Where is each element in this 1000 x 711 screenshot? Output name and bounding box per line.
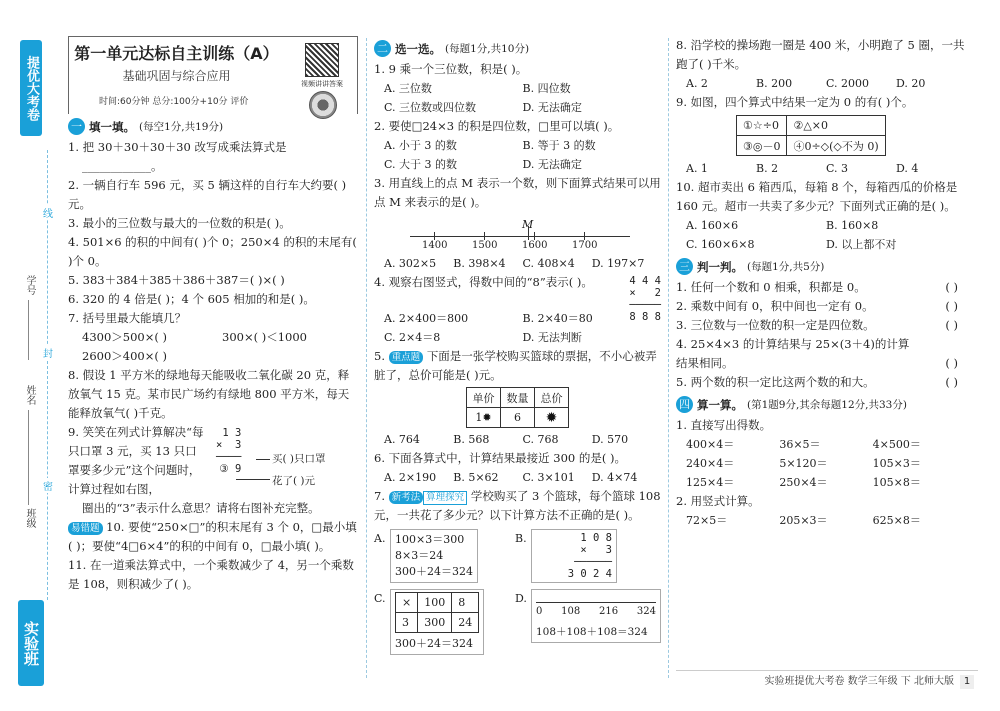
question: 6. 320 的 4 倍是( )；4 个 605 相加的和是( )。 xyxy=(68,292,315,306)
tick-label: 1700 xyxy=(572,240,598,251)
table-cell: ④0÷◇(◇不为 0) xyxy=(787,136,885,156)
question: 1. 直接写出得数。 xyxy=(676,418,772,432)
option[interactable]: C. 408×4 xyxy=(522,257,575,270)
option[interactable]: C. 大于 3 的数 xyxy=(384,158,458,171)
section-title: 算一算。 xyxy=(697,397,743,412)
column-1 xyxy=(68,36,358,594)
question: 4. 501×6 的积的中间有( )个 0；250×4 的积的末尾有( )个 0。 xyxy=(68,235,357,268)
question: 7. 括号里最大能填几？ xyxy=(68,311,187,325)
question: 10. 超市卖出 6 箱西瓜，每箱 8 个，每箱西瓜的价格是 160 元。超市一共卖了多少元？下面列式正确的是( )。 xyxy=(676,180,958,213)
option[interactable]: A. 三位数 xyxy=(384,82,432,95)
options xyxy=(374,254,661,273)
question: 3. 用直线上的点 M 表示一个数，则下面算式结果可以用点 M 来表示的是( )。 xyxy=(374,176,661,209)
calc-item: 625×8＝ xyxy=(872,514,921,527)
question: 2. 一辆自行车 596 元，买 5 辆这样的自行车大约要( )元。 xyxy=(68,178,347,211)
options xyxy=(676,216,966,254)
section-note: (每空1分,共19分) xyxy=(139,121,224,133)
method-options xyxy=(374,529,661,655)
options xyxy=(374,136,661,174)
calc-item: 205×3＝ xyxy=(779,514,828,527)
option[interactable]: D. 197×7 xyxy=(591,257,645,270)
q4-vertical-calc: 4 4 4 × 2 ───── 8 8 8 xyxy=(629,275,661,323)
calc-item: 36×5＝ xyxy=(779,438,821,451)
judge-item: 4. 25×4×3 的计算结果与 25×(3＋4)的计算结果相同。 ( ) xyxy=(676,335,966,373)
calc-item: 4×500＝ xyxy=(872,438,921,451)
option[interactable]: D. 20 xyxy=(896,77,926,90)
column-divider-1 xyxy=(366,38,367,678)
symbol-table xyxy=(736,115,886,156)
option[interactable]: D. 4×74 xyxy=(591,471,638,484)
question-text: 10. 要使“250×□”的积末尾有 3 个 0，□最小填( )；要使“4□6×4”的积的中间有 0，□最小填( )。 xyxy=(68,520,357,553)
section-note: (每题1分,共5分) xyxy=(747,261,825,273)
question: 9. 笑笑在列式计算解决“每只口罩 3 元，买 13 只口罩要多少元”这个问题时，计算过程如右图， xyxy=(68,425,204,496)
section-number: 三 xyxy=(676,258,693,275)
question-7: 7. 新考法 算理探究 学校购买了 3 个篮球，每个篮球 108 元，一共花了多少元？以下计算方法不正确的是( )。 xyxy=(374,489,661,522)
q9-buy: 买( )只口罩 xyxy=(272,453,326,465)
section-3-header xyxy=(676,258,966,275)
options xyxy=(374,79,661,117)
option[interactable]: C. 2×4＝8 xyxy=(384,331,441,344)
tag-key-question: 重点题 xyxy=(389,351,424,364)
jump-line: 0 108 216 324 xyxy=(536,602,656,620)
question: 11. 在一道乘法算式中，一个乘数减少了 4，另一个乘数是 108，则积减少了( )。 xyxy=(68,558,354,591)
column-divider-2 xyxy=(668,38,669,678)
arrow-line xyxy=(256,459,270,460)
option[interactable]: A. 764 xyxy=(384,433,420,446)
table-cell: ③◎－0 xyxy=(737,136,787,156)
page-title: 第一单元达标自主训练（A） xyxy=(74,44,279,63)
point-m-label: M xyxy=(522,218,534,231)
vertical-calc-grid xyxy=(676,511,966,530)
option[interactable]: C. 768 xyxy=(522,433,559,446)
method-c[interactable]: C. × 100 8 3 300 24 300＋24＝324 xyxy=(374,589,505,655)
section-1-header xyxy=(68,118,358,135)
smart-grading-icon xyxy=(309,91,337,119)
column-2 xyxy=(374,36,661,655)
field-student-id-line xyxy=(28,300,29,360)
calc-item: 105×8＝ xyxy=(872,476,921,489)
column-3 xyxy=(676,36,966,530)
q7-item: 300×( )＜1000 xyxy=(222,330,307,344)
q7-items xyxy=(68,328,358,347)
method-box: 100×3＝300 8×3＝24 300＋24＝324 xyxy=(390,529,478,583)
binding-sidebar xyxy=(0,0,62,711)
option[interactable]: B. 等于 3 的数 xyxy=(522,139,596,152)
judge-item: 1. 任何一个数和 0 相乘，积都是 0。 ( ) xyxy=(676,278,966,297)
bind-word-seal: 封 xyxy=(41,345,55,360)
option[interactable]: D. 无法确定 xyxy=(522,101,582,114)
section-number: 一 xyxy=(68,118,85,135)
option[interactable]: B. 200 xyxy=(756,77,793,90)
tick xyxy=(484,232,485,240)
oral-calc-grid xyxy=(676,435,966,492)
question: 8. 假设 1 平方米的绿地每天能吸收二氧化碳 20 克，释放氧气 15 克。某市民广场约有绿地 800 平方米，每天能释放氧气( )千克。 xyxy=(68,368,350,420)
table-cell: ①☆÷0 xyxy=(737,116,787,136)
bind-word-line: 线 xyxy=(41,205,55,220)
option[interactable]: C. 三位数或四位数 xyxy=(384,101,477,114)
option[interactable]: B. 2×40＝80 xyxy=(522,312,593,325)
judge-item: 2. 乘数中间有 0，积中间也一定有 0。 ( ) xyxy=(676,297,966,316)
option[interactable]: B. 568 xyxy=(453,433,490,446)
answer-paren[interactable]: ( ) xyxy=(945,375,958,389)
option[interactable]: C. 3×101 xyxy=(522,471,575,484)
q7-item: 2600＞400×( ) xyxy=(82,349,167,363)
option[interactable]: A. 302×5 xyxy=(384,257,437,270)
field-student-id: 学号 xyxy=(24,275,35,295)
exam-meta: 时间:60分钟 总分:100分+10分 评价 xyxy=(99,97,249,107)
method-box: 1 0 8 × 3 ────── 3 0 2 4 xyxy=(531,529,617,583)
option[interactable]: B. 160×8 xyxy=(826,219,879,232)
option[interactable]: A. 2 xyxy=(686,77,708,90)
option[interactable]: A. 2×400＝800 xyxy=(384,312,469,325)
section-title: 填一填。 xyxy=(89,119,135,134)
option[interactable]: A. 160×6 xyxy=(686,219,739,232)
tick-label: 1600 xyxy=(522,240,548,251)
option[interactable]: C. 3 xyxy=(826,162,849,175)
option[interactable]: C. 2000 xyxy=(826,77,870,90)
section-title: 选一选。 xyxy=(395,41,441,56)
answer-paren[interactable]: ( ) xyxy=(945,356,958,370)
question: 1. 9 乘一个三位数，积是( )。 xyxy=(374,62,528,76)
calc-item: 72×5＝ xyxy=(686,514,728,527)
question: 2. 用竖式计算。 xyxy=(676,494,760,508)
answer-paren[interactable]: ( ) xyxy=(945,280,958,294)
question: 1. 把 30＋30＋30＋30 改写成乘法算式是 xyxy=(68,140,287,154)
tag-reasoning: 算理探究 xyxy=(423,491,467,505)
arrow-line xyxy=(236,479,270,480)
tick-label: 1400 xyxy=(422,240,448,251)
field-class: 班级 xyxy=(24,508,35,528)
method-a[interactable]: A. 100×3＝300 8×3＝24 300＋24＝324 xyxy=(374,529,505,583)
field-name: 姓名 xyxy=(24,385,35,405)
vertical-calc: 1 3 × 3 ──── ③ 9 xyxy=(216,427,242,475)
section-number: 四 xyxy=(676,396,693,413)
tick-label: 1500 xyxy=(472,240,498,251)
answer-paren[interactable]: ( ) xyxy=(945,318,958,332)
table-cell: 6 xyxy=(501,408,535,428)
option[interactable]: D. 无法确定 xyxy=(522,158,582,171)
calc-item: 5×120＝ xyxy=(779,457,828,470)
question-text: 学校购买了 3 个篮球，每个篮球 108 元，一共花了多少元？以下计算方法不正确的是( )。 xyxy=(374,489,661,522)
option[interactable]: D. 以上都不对 xyxy=(826,238,897,251)
answer-blank: ____________。 xyxy=(82,159,163,173)
question: 5. 383＋384＋385＋386＋387＝( )×( ) xyxy=(68,273,285,287)
tick xyxy=(584,232,585,240)
calc-item: 105×3＝ xyxy=(872,457,921,470)
question: 圈出的“3”表示什么意思？请将右图补充完整。 xyxy=(82,501,320,515)
option[interactable]: A. 2×190 xyxy=(384,471,437,484)
option[interactable]: B. 5×62 xyxy=(453,471,499,484)
option[interactable]: D. 570 xyxy=(591,433,629,446)
table-cell: 1✹ xyxy=(467,408,501,428)
option[interactable]: B. 398×4 xyxy=(453,257,506,270)
answer-paren[interactable]: ( ) xyxy=(945,299,958,313)
qr-label: 视频讲讲答案 xyxy=(301,80,343,88)
option[interactable]: A. 1 xyxy=(686,162,708,175)
brand-logo-bottom: 实验班 xyxy=(18,600,44,686)
question-5: 5. 重点题 下面是一张学校购买篮球的票据，不小心被弄脏了，总价可能是( )元。 xyxy=(374,349,657,382)
header-box xyxy=(68,36,358,114)
section-number: 二 xyxy=(374,40,391,57)
options xyxy=(374,430,661,449)
page-subtitle: 基础巩固与综合应用 xyxy=(122,69,231,83)
number-line-axis xyxy=(410,236,630,237)
option[interactable]: D. 无法判断 xyxy=(522,331,582,344)
section-title: 判一判。 xyxy=(697,259,743,274)
q7-item: 4300＞500×( ) xyxy=(82,330,167,344)
calc-item: 125×4＝ xyxy=(686,476,735,489)
question: 2. 要使□24×3 的积是四位数，□里可以填( )。 xyxy=(374,119,620,133)
receipt-table xyxy=(466,387,569,428)
section-2-header xyxy=(374,40,661,57)
options xyxy=(374,468,661,487)
tick xyxy=(534,232,535,240)
ink-blot-icon: ✹ xyxy=(535,408,569,428)
option[interactable]: A. 小于 3 的数 xyxy=(384,139,457,152)
option[interactable]: B. 2 xyxy=(756,162,779,175)
table-header: 单价 xyxy=(467,388,501,408)
section-note: (第1题9分,其余每题12分,共33分) xyxy=(747,399,907,411)
q9-block xyxy=(68,423,358,499)
method-box: × 100 8 3 300 24 300＋24＝324 xyxy=(390,589,484,655)
question-10 xyxy=(68,518,358,556)
brand-logo-top: 提优大考卷 xyxy=(20,40,42,136)
question-text: 下面是一张学校购买篮球的票据，不小心被弄脏了，总价可能是( )元。 xyxy=(374,349,657,382)
table-header: 总价 xyxy=(535,388,569,408)
qr-code-icon[interactable] xyxy=(305,43,339,77)
field-class-line xyxy=(28,455,29,505)
question: 4. 观察右图竖式，得数中间的“8”表示( )。 xyxy=(374,275,593,289)
tick xyxy=(434,232,435,240)
question: 9. 如图，四个算式中结果一定为 0 的有( )个。 xyxy=(676,95,914,109)
method-d[interactable]: D. 0 108 216 324 108＋108＋108＝324 xyxy=(515,589,661,655)
calc-item: 250×4＝ xyxy=(779,476,828,489)
q9-spent: 花了( )元 xyxy=(272,475,316,487)
question: 6. 下面各算式中，计算结果最接近 300 的是( )。 xyxy=(374,451,627,465)
tag-easy-mistake: 易错题 xyxy=(68,522,103,535)
method-box: 0 108 216 324 108＋108＋108＝324 xyxy=(531,589,661,643)
section-note: (每题1分,共10分) xyxy=(445,43,530,55)
footer-text: 实验班提优大考卷 数学三年级 下 北师大版 xyxy=(764,676,954,687)
section-4-header xyxy=(676,396,966,413)
table-cell: ②△×0 xyxy=(787,116,885,136)
judge-item: 3. 三位数与一位数的积一定是四位数。 ( ) xyxy=(676,316,966,335)
calc-item: 400×4＝ xyxy=(686,438,735,451)
option[interactable]: D. 4 xyxy=(896,162,919,175)
question: 3. 最小的三位数与最大的一位数的积是( )。 xyxy=(68,216,291,230)
method-b[interactable]: B. 1 0 8 × 3 ────── 3 0 2 4 xyxy=(515,529,661,583)
q9-calc-figure xyxy=(208,423,348,499)
grid-table: × 100 8 3 300 24 xyxy=(395,592,479,633)
options xyxy=(676,159,966,178)
tag-new-method: 新考法 xyxy=(389,491,424,504)
calc-item: 240×4＝ xyxy=(686,457,735,470)
table-header: 数量 xyxy=(501,388,535,408)
options xyxy=(374,309,661,347)
question: 8. 沿学校的操场跑一圈是 400 米，小明跑了 5 圈，一共跑了( )千米。 xyxy=(676,38,965,71)
footer-rule xyxy=(676,670,978,671)
judge-item: 5. 两个数的积一定比这两个数的和大。 ( ) xyxy=(676,373,966,392)
number-line xyxy=(410,212,630,254)
page-number: 1 xyxy=(960,675,974,689)
options xyxy=(676,74,966,93)
bind-word-secret: 密 xyxy=(41,478,55,493)
option[interactable]: B. 四位数 xyxy=(522,82,571,95)
option[interactable]: C. 160×6×8 xyxy=(686,238,755,251)
